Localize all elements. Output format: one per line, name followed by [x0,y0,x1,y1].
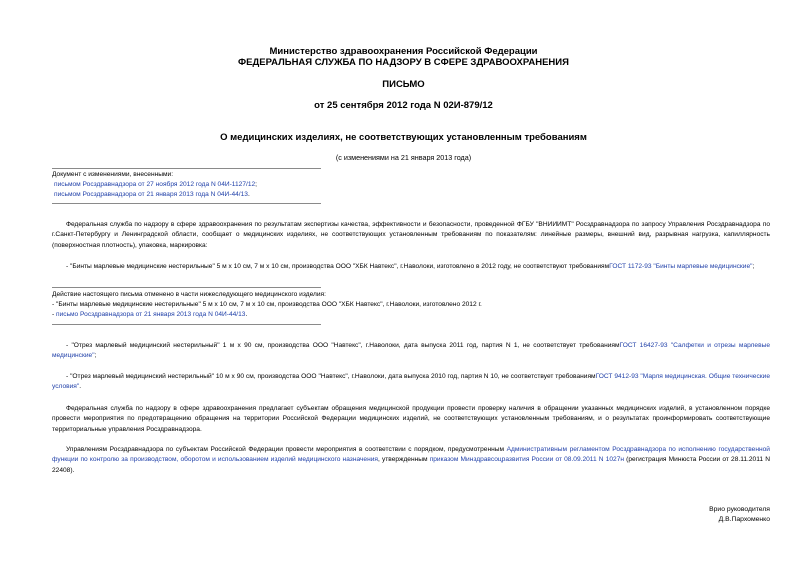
item-gauze-cut-1m [52,341,770,362]
instructions-text-1: Управлениям Росздравнадзора по субъектам Российской Федерации провести мероприятия в соответствии с порядком, предусмотренным [66,446,507,453]
signatory-name: Д.В.Пархоменко [718,516,770,523]
divider [52,324,321,325]
item-bandages-text: - "Бинты марлевые медицинские нестерильные" 5 м х 10 см, 7 м х 10 см, производства ООО "ХБК Навтекс", г.Наволоки, изготовлено в 2012 году, не соответствуют требованиям [66,263,610,270]
item-gauze-cut-1m-end: ; [94,352,97,360]
service-name: ФЕДЕРАЛЬНАЯ СЛУЖБА ПО НАДЗОРУ В СФЕРЕ ЗДРАВООХРАНЕНИЯ [238,57,569,68]
cancellation-note-end: . [245,311,248,318]
amendment-link-1-separator: ; [255,181,257,188]
paragraph-proposal: Федеральная служба по надзору в сфере здравоохранения предлагает субъектам обращения медицинской продукции провести проверку наличия в обращении указанных медицинских изделий, в установленном порядке провести мероприятия по предотвращению обращения на территории Российской Федерации медицинских изделий, не соответствующих установленным требованиям, и о результатах проинформировать соответствующие территориальные управления Росздравнадзора. [52,405,770,433]
item-gauze-cut-1m-text: - "Отрез марлевый медицинский нестерильный" 1 м х 90 см, производства ООО "Навтекс", г.Наволоки, дата выпуска 2011 год, партия N 1, не соответствует требованиям [66,342,620,349]
cancellation-note-line-3 [52,310,332,320]
amendment-link-2[interactable]: письмом Росздравнадзора от 21 января 2013 года N 04И-44/13 [54,191,248,198]
item-bandages-end: ; [752,263,755,270]
cancellation-letter-link[interactable]: письмо Росздравнадзора от 21 января 2013 года N 04И-44/13 [56,311,246,318]
divider [52,203,321,204]
gost-16427-93-link[interactable]: ГОСТ 16427-93 "Салфетки и отрезы марлевые медицинские" [52,342,770,360]
admin-regulation-link[interactable]: Административным регламентом Росздравнадзора по исполнению государственной функции по контролю за производством, оборотом и использованием изделий медицинского назначения [52,446,770,464]
ministry-name: Министерство здравоохранения Российской Федерации [269,46,538,57]
document-title: О медицинских изделиях, не соответствующих установленным требованиям [220,132,587,143]
item-gauze-cut-10m [52,372,770,393]
item-gauze-cut-10m-text: - "Отрез марлевый медицинский нестерильный" 10 м х 90 см, производства ООО "Навтекс", г.Наволоки, дата выпуска 2010 год, партия N 10, не соответствует требованиям [66,373,596,380]
cancellation-note [52,290,482,320]
document-type: ПИСЬМО [382,79,425,90]
signatory-position: Врио руководителя [709,506,770,513]
cancellation-note-line-1: Действие настоящего письма отменено в части нижеследующего медицинского изделия: [52,291,326,298]
amendment-link-1[interactable]: письмом Росздравнадзора от 27 ноября 2012 года N 04И-1127/12 [54,181,256,188]
paragraph-intro: Федеральная служба по надзору в сфере здравоохранения по результатам экспертизы качества, эффективности и безопасности, проведенной ФГБУ "ВНИИИМТ" Росздравнадзора по запросу Управления Росздравнадзора по г.Санкт-Петербургу и Ленинградской области, сообщает о медицинских изделиях, не соответствующих установленным требованиям по показателям: линейные размеры, внешний вид, разрывная нагрузка, капиллярность (поверхностная плотность), упаковка, маркировка: [52,221,770,249]
revision-note: (с изменениями на 21 января 2013 года) [335,153,472,162]
gost-1172-93-link[interactable]: ГОСТ 1172-93 "Бинты марлевые медицинские" [609,263,753,270]
changes-note [52,170,332,200]
document-date-number: от 25 сентября 2012 года N 02И-879/12 [314,100,493,111]
item-bandages [52,262,770,272]
paragraph-instructions [52,445,770,476]
changes-note-line-2 [52,190,332,200]
ministry-order-link[interactable]: приказом Минздравсоцразвития России от 08.09.2011 N 1027н [429,456,625,464]
divider [52,287,321,288]
amendment-link-2-separator: . [247,191,250,198]
item-gauze-cut-10m-end: . [79,383,82,391]
cancellation-note-prefix: - [52,311,57,318]
gost-9412-93-link[interactable]: ГОСТ 9412-93 "Марля медицинская. Общие технические условия" [52,373,770,391]
signature-block [709,505,770,525]
cancellation-note-line-2: - "Бинты марлевые медицинские нестерильные" 5 м х 10 см, 7 м х 10 см, производства ООО "ХБК Навтекс", г.Наволоки, изготовлено 2012 г. [52,301,482,308]
divider [52,168,321,169]
instructions-text-3: (регистрация Минюста России от 28.11.2011 N 22408). [52,456,770,474]
changes-note-line-1 [52,180,332,190]
instructions-text-2: , утвержденным [377,456,430,464]
changes-note-intro: Документ с изменениями, внесенными: [52,171,174,178]
